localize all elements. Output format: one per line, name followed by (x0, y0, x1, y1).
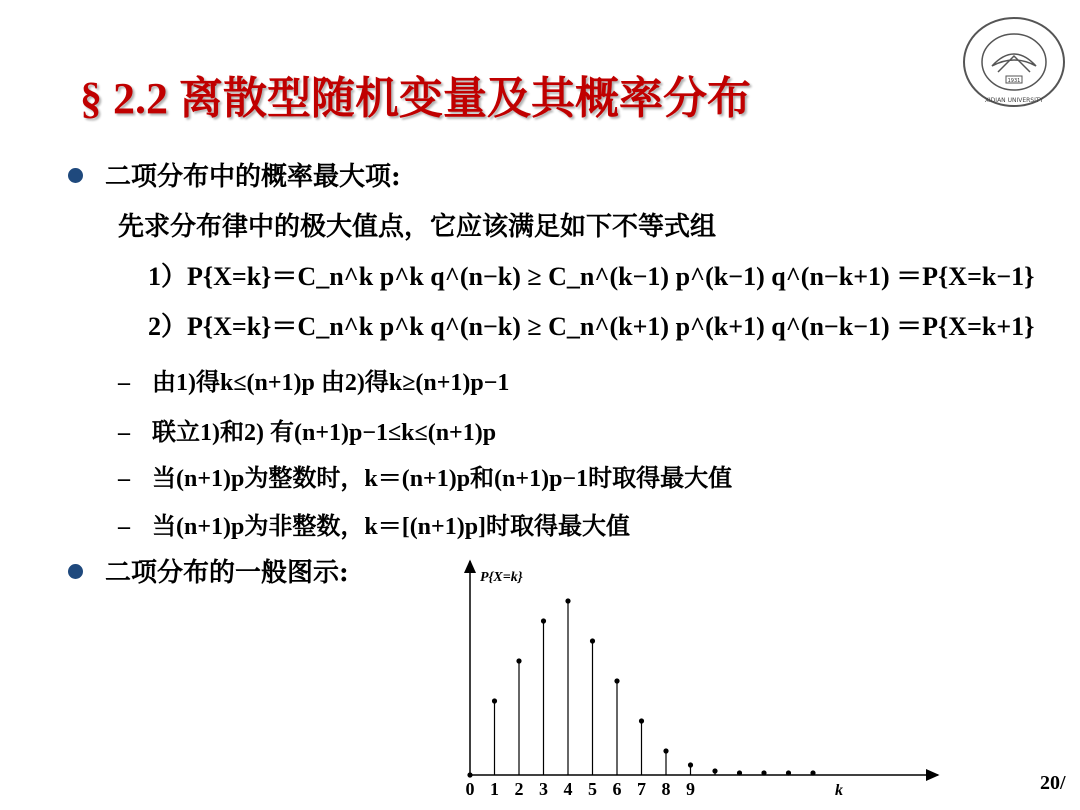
dash-marker: – (118, 420, 130, 446)
slide-title: § 2.2 离散型随机变量及其概率分布 (80, 74, 751, 123)
bullet-icon (68, 564, 83, 579)
dash-text: 由1)得k≤(n+1)p 由2)得k≥(n+1)p−1 (152, 370, 510, 396)
dash-item-4 (118, 506, 630, 541)
data-point-0 (467, 772, 472, 777)
bullet-text: 二项分布中的概率最大项: (105, 162, 401, 192)
bullet-icon (68, 168, 83, 183)
data-point-3 (541, 618, 546, 623)
inequality-1: 1）P{X=k}＝C_n^k p^k q^(n−k) ≥ C_n^(k−1) p^(k−1) q^(n−k+1) ＝P{X=k−1} (148, 262, 1035, 291)
data-point-8 (663, 748, 668, 753)
data-point-2 (516, 658, 521, 663)
bullet-text: 二项分布的一般图示: (105, 558, 349, 588)
y-axis-label: P{X=k} (480, 570, 523, 585)
x-tick-label: 6 (612, 779, 622, 799)
x-tick-label: 1 (490, 779, 499, 799)
data-point-11 (737, 770, 742, 775)
binomial-distribution-chart (450, 555, 950, 805)
data-point-14 (810, 770, 815, 775)
dash-marker: – (118, 514, 130, 540)
data-point-1 (492, 698, 497, 703)
svg-text:XIDIAN UNIVERSITY: XIDIAN UNIVERSITY (984, 97, 1044, 104)
x-tick-label: 9 (686, 779, 695, 799)
dash-item-2 (118, 412, 496, 447)
x-tick-label: 0 (465, 779, 475, 799)
data-point-4 (565, 598, 570, 603)
x-tick-label: 2 (514, 779, 524, 799)
dash-marker: – (118, 466, 130, 492)
university-seal-icon (958, 14, 1070, 110)
dash-text: 当(n+1)p为整数时，k＝(n+1)p和(n+1)p−1时取得最大值 (152, 466, 733, 492)
bullet-item-max-term (68, 156, 401, 193)
inequality-2: 2）P{X=k}＝C_n^k p^k q^(n−k) ≥ C_n^(k+1) p^(k+1) q^(n−k−1) ＝P{X=k+1} (148, 312, 1035, 341)
data-point-9 (688, 762, 693, 767)
dash-marker: – (118, 370, 130, 396)
data-point-7 (639, 718, 644, 723)
x-tick-label: 5 (588, 779, 597, 799)
svg-text:1931: 1931 (1007, 78, 1021, 84)
bullet-item-figure (68, 552, 349, 589)
dash-text: 当(n+1)p为非整数，k＝[(n+1)p]时取得最大值 (152, 514, 631, 540)
subheading: 先求分布律中的极大值点，它应该满足如下不等式组 (118, 212, 717, 242)
x-axis-label: k (835, 782, 843, 799)
data-point-13 (786, 770, 791, 775)
dash-item-3 (118, 458, 732, 493)
data-point-6 (614, 678, 619, 683)
dash-text: 联立1)和2) 有(n+1)p−1≤k≤(n+1)p (152, 420, 497, 446)
data-point-5 (590, 638, 595, 643)
data-point-12 (761, 770, 766, 775)
x-tick-label: 8 (661, 779, 671, 799)
x-tick-label: 3 (539, 779, 548, 799)
x-tick-label: 7 (637, 779, 646, 799)
x-tick-label: 4 (563, 779, 573, 799)
data-point-10 (712, 768, 717, 773)
page-number: 20/ (1040, 772, 1066, 794)
dash-item-1 (118, 362, 509, 397)
